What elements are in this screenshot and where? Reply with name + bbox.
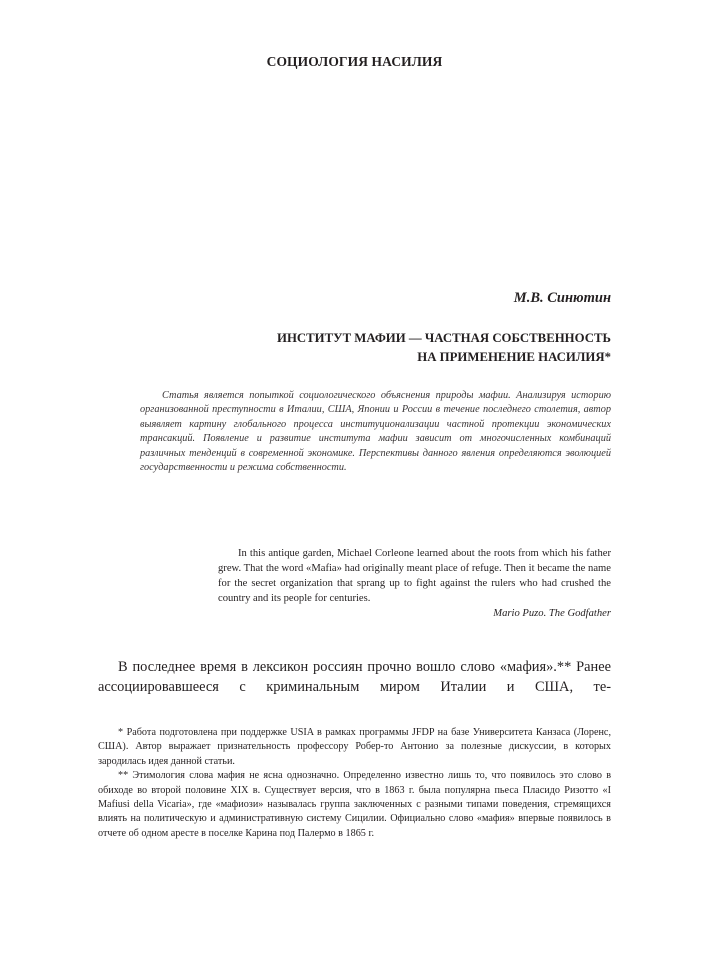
article-title-line-1: ИНСТИТУТ МАФИИ — ЧАСТНАЯ СОБСТВЕННОСТЬ <box>277 331 611 345</box>
epigraph <box>218 547 611 622</box>
epigraph-source: Mario Puzo. The Godfather <box>493 607 611 619</box>
footnote-2: ** Этимология слова мафия не ясна однозначно. Определенно известно лишь то, что появилось это слово в обиходе во второй половине XIX в. Существует версия, что в 1863 г. была популярна пьеса Пласидо Ризотто «I Mafiusi della Vicaria», где «мафиози» называлась группа заключенных с разными типами поведения, стремящихся влиять на политическую и административную систему Сицилии. Официально слово «мафия» впервые появилось в отчете об одном аресте в поселке Карина под Палермо в 1865 г. <box>98 770 611 839</box>
body-text <box>98 657 611 697</box>
section-header: СОЦИОЛОГИЯ НАСИЛИЯ <box>266 54 443 69</box>
abstract-text: Статья является попыткой социологического объяснения природы мафии. Анализируя историю организованной преступности в Италии, США, Японии и России в течение последнего столетия, автор выявляет картину глобального процесса институционализации частной протекции экономических трансакций. Появление и развитие института мафии зависит от многочисленных комбинаций различных тенденций в современной экономике. Перспективы данного явления определяются эволюцией государственности и режима собственности. <box>140 390 611 474</box>
epigraph-text: In this antique garden, Michael Corleone learned about the roots from which his father grew. That the word «Mafia» had originally meant place of refuge. Then it became the name for the secret organization that sprang up to fight against the rulers who had crushed the country and its people for centuries. <box>218 548 611 604</box>
author-name: М.В. Синютин <box>513 290 611 306</box>
footnotes <box>98 726 611 841</box>
footnote-1: * Работа подготовлена при поддержке USIA в рамках программы JFDP на базе Университета Канзаса (Лоренс, США). Автор выражает признательность профессору Робер-то Антонио за полезные дискуссии, в которых зародилась идея данной статьи. <box>98 727 611 767</box>
article-title <box>277 329 611 367</box>
article-title-line-2: НА ПРИМЕНЕНИЕ НАСИЛИЯ* <box>417 350 611 364</box>
abstract <box>140 389 611 475</box>
body-paragraph: В последнее время в лексикон россиян прочно вошло слово «мафия».** Ранее ассоциировавшееся с криминальным миром Италии и США, те- <box>98 659 611 695</box>
